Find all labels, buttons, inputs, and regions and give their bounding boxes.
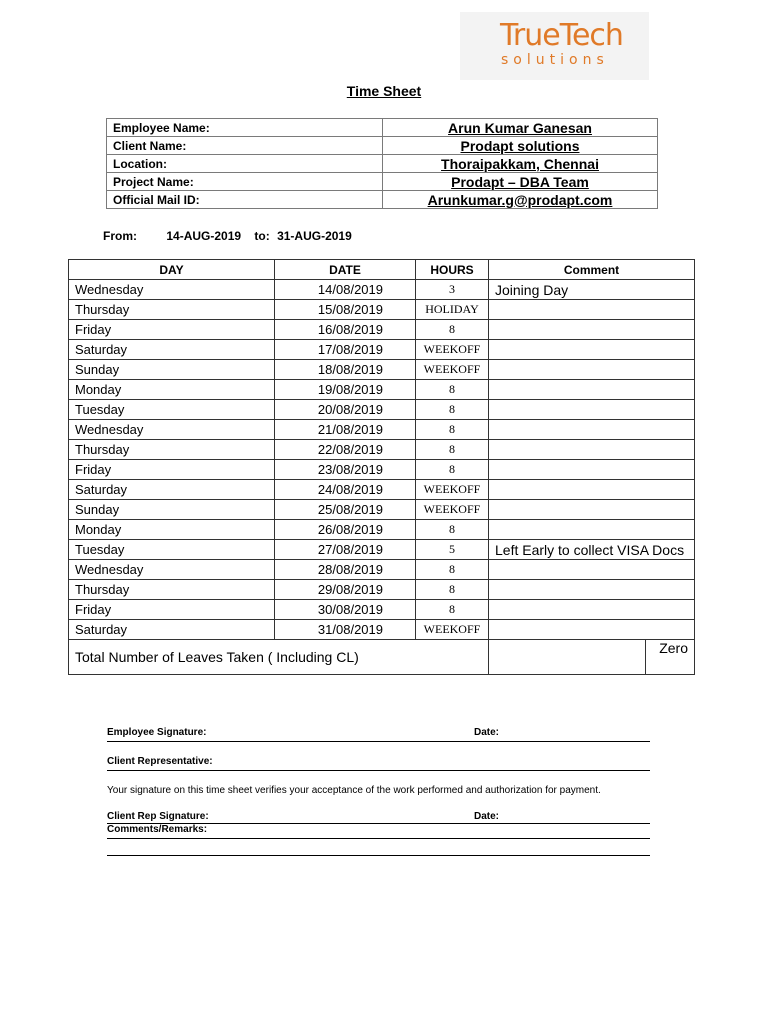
day-cell: Saturday (69, 340, 275, 360)
info-value: Prodapt – DBA Team (383, 173, 658, 191)
comment-cell (489, 380, 695, 400)
hours-cell: 8 (416, 380, 489, 400)
hours-cell: WEEKOFF (416, 500, 489, 520)
comment-cell (489, 520, 695, 540)
to-label: to: (254, 229, 270, 243)
table-row (69, 460, 695, 480)
comment-cell (489, 360, 695, 380)
table-row (69, 540, 695, 560)
date-cell: 22/08/2019 (275, 440, 416, 460)
client-representative-row (107, 756, 650, 767)
hours-cell: 3 (416, 280, 489, 300)
client-representative-line (107, 770, 650, 771)
day-cell: Saturday (69, 620, 275, 640)
from-date: 14-AUG-2019 (166, 229, 242, 243)
date-cell: 31/08/2019 (275, 620, 416, 640)
from-label: From: (103, 229, 137, 243)
day-cell: Friday (69, 320, 275, 340)
table-row (69, 300, 695, 320)
document-title: Time Sheet (346, 83, 422, 99)
day-cell: Tuesday (69, 400, 275, 420)
to-date: 31-AUG-2019 (277, 229, 352, 243)
table-row (69, 360, 695, 380)
table-row (69, 620, 695, 640)
client-representative-label: Client Representative: (107, 756, 213, 767)
employee-info-table (106, 118, 658, 209)
day-cell: Friday (69, 600, 275, 620)
comment-cell (489, 300, 695, 320)
header-date: DATE (275, 260, 416, 280)
date-cell: 24/08/2019 (275, 480, 416, 500)
hours-cell: HOLIDAY (416, 300, 489, 320)
day-cell: Wednesday (69, 560, 275, 580)
date-cell: 14/08/2019 (275, 280, 416, 300)
hours-cell: 8 (416, 460, 489, 480)
info-row (107, 155, 658, 173)
info-label: Employee Name: (107, 119, 383, 137)
day-cell: Sunday (69, 500, 275, 520)
client-rep-date-label: Date: (474, 811, 500, 822)
comment-cell (489, 560, 695, 580)
date-cell: 16/08/2019 (275, 320, 416, 340)
hours-cell: 8 (416, 440, 489, 460)
total-value-text: Zero (659, 640, 688, 656)
comment-cell (489, 420, 695, 440)
info-label: Project Name: (107, 173, 383, 191)
comment-cell (489, 440, 695, 460)
hours-cell: 8 (416, 580, 489, 600)
date-cell: 23/08/2019 (275, 460, 416, 480)
client-rep-signature-label: Client Rep Signature: (107, 811, 209, 822)
date-cell: 18/08/2019 (275, 360, 416, 380)
date-cell: 15/08/2019 (275, 300, 416, 320)
comment-cell (489, 460, 695, 480)
hours-cell: 5 (416, 540, 489, 560)
info-row (107, 173, 658, 191)
date-cell: 19/08/2019 (275, 380, 416, 400)
table-row (69, 600, 695, 620)
info-row (107, 119, 658, 137)
employee-signature-row (107, 727, 650, 738)
header-day: DAY (69, 260, 275, 280)
comments-label: Comments/Remarks: (107, 824, 208, 835)
company-logo (460, 12, 649, 80)
date-cell: 28/08/2019 (275, 560, 416, 580)
comments-line-1 (107, 838, 650, 839)
table-row (69, 500, 695, 520)
hours-cell: 8 (416, 520, 489, 540)
comment-cell (489, 600, 695, 620)
table-row (69, 560, 695, 580)
table-row (69, 420, 695, 440)
date-cell: 30/08/2019 (275, 600, 416, 620)
comment-cell (489, 500, 695, 520)
info-value: Arunkumar.g@prodapt.com (383, 191, 658, 209)
day-cell: Friday (69, 460, 275, 480)
day-cell: Sunday (69, 360, 275, 380)
table-row (69, 580, 695, 600)
total-value (489, 640, 695, 675)
info-value: Arun Kumar Ganesan (383, 119, 658, 137)
info-label: Location: (107, 155, 383, 173)
date-cell: 27/08/2019 (275, 540, 416, 560)
info-row (107, 191, 658, 209)
client-rep-signature-row (107, 811, 650, 822)
comments-row (107, 824, 650, 835)
comment-cell: Left Early to collect VISA Docs (489, 540, 695, 560)
table-row (69, 480, 695, 500)
date-cell: 17/08/2019 (275, 340, 416, 360)
hours-cell: WEEKOFF (416, 360, 489, 380)
date-cell: 21/08/2019 (275, 420, 416, 440)
employee-date-label: Date: (474, 727, 500, 738)
hours-cell: 8 (416, 420, 489, 440)
hours-cell: WEEKOFF (416, 480, 489, 500)
timesheet-table (68, 259, 695, 675)
date-cell: 25/08/2019 (275, 500, 416, 520)
logo-name: TrueTech (500, 18, 623, 53)
logo-sub: solutions (501, 52, 609, 68)
hours-cell: WEEKOFF (416, 340, 489, 360)
comment-cell: Joining Day (489, 280, 695, 300)
day-cell: Tuesday (69, 540, 275, 560)
comment-cell (489, 580, 695, 600)
info-value: Prodapt solutions (383, 137, 658, 155)
table-row (69, 400, 695, 420)
info-label: Official Mail ID: (107, 191, 383, 209)
comment-cell (489, 320, 695, 340)
date-cell: 20/08/2019 (275, 400, 416, 420)
hours-cell: 8 (416, 320, 489, 340)
table-row (69, 440, 695, 460)
period-line (103, 229, 352, 243)
day-cell: Wednesday (69, 420, 275, 440)
total-label: Total Number of Leaves Taken ( Including CL) (69, 640, 489, 675)
table-row (69, 280, 695, 300)
table-row (69, 380, 695, 400)
table-row (69, 340, 695, 360)
day-cell: Monday (69, 380, 275, 400)
total-row (69, 640, 695, 675)
table-row (69, 520, 695, 540)
comment-cell (489, 340, 695, 360)
date-cell: 29/08/2019 (275, 580, 416, 600)
day-cell: Thursday (69, 580, 275, 600)
date-cell: 26/08/2019 (275, 520, 416, 540)
info-value: Thoraipakkam, Chennai (383, 155, 658, 173)
header-comment: Comment (489, 260, 695, 280)
day-cell: Thursday (69, 440, 275, 460)
day-cell: Wednesday (69, 280, 275, 300)
hours-cell: WEEKOFF (416, 620, 489, 640)
comment-cell (489, 400, 695, 420)
table-row (69, 320, 695, 340)
header-hours: HOURS (416, 260, 489, 280)
authorization-note: Your signature on this time sheet verifies your acceptance of the work performed and authorization for payment. (107, 785, 601, 796)
hours-cell: 8 (416, 600, 489, 620)
comment-cell (489, 620, 695, 640)
employee-signature-label: Employee Signature: (107, 727, 207, 738)
info-label: Client Name: (107, 137, 383, 155)
employee-signature-line (107, 741, 650, 742)
hours-cell: 8 (416, 560, 489, 580)
comment-cell (489, 480, 695, 500)
day-cell: Monday (69, 520, 275, 540)
hours-cell: 8 (416, 400, 489, 420)
info-row (107, 137, 658, 155)
day-cell: Thursday (69, 300, 275, 320)
day-cell: Saturday (69, 480, 275, 500)
table-header-row (69, 260, 695, 280)
comments-line-2 (107, 855, 650, 856)
